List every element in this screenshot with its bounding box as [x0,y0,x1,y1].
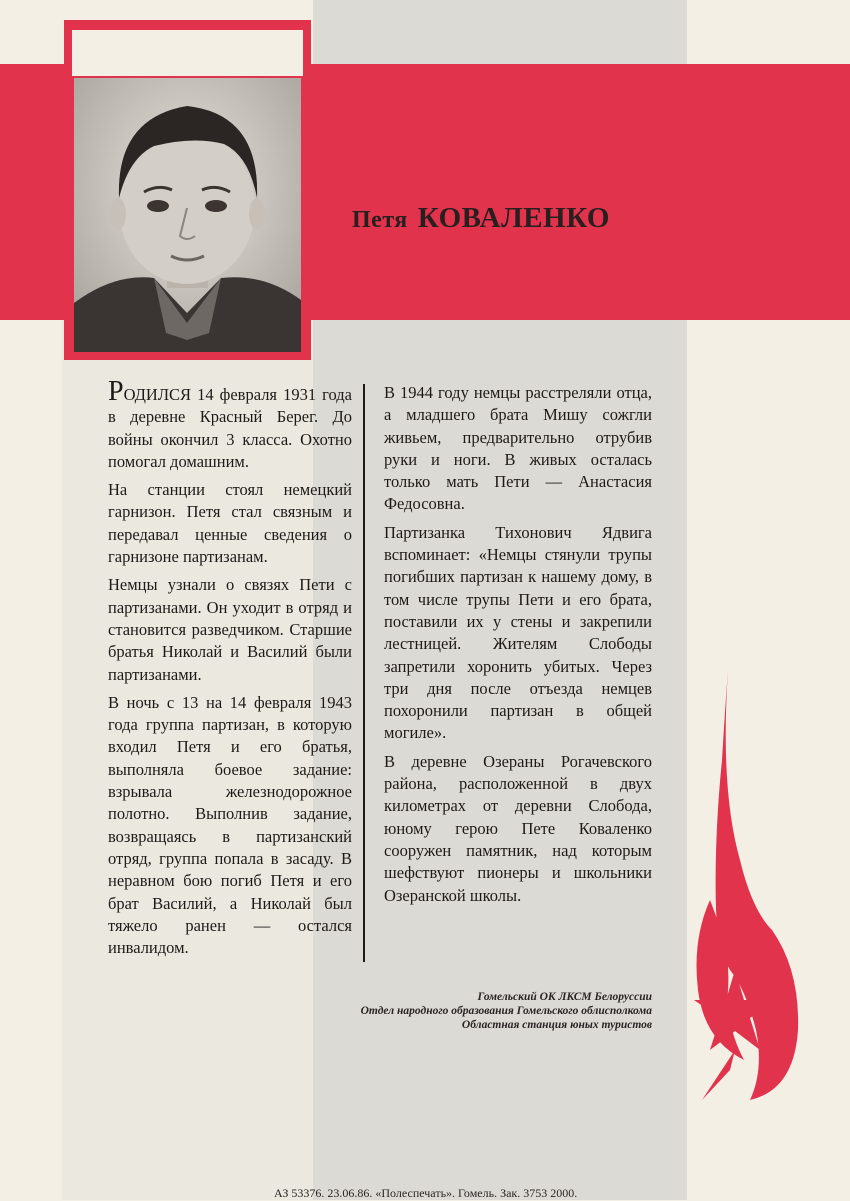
paragraph: В 1944 году немцы расстреляли отца, а младшего брата Мишу сожгли живьем, предварительно отрубив руки и ноги. В живых осталась только мать Пети — Анастасия Федосовна. [384,383,652,514]
portrait-illustration [74,78,301,352]
paragraph: В деревне Озераны Рогачевского района, расположенной в двух километрах от деревни Слобода, юному герою Пете Коваленко сооружен памятник, над которым шефствуют пионеры и школьники Озеранской школы. [384,751,652,905]
paragraph: Немцы узнали о связях Пети с партизанами. Он уходит в отряд и становится разведчиком. Старшие братья Николай и Василий были партизанами. [108,575,352,684]
paragraph: Партизанка Тихонович Ядвига вспоминает: «Немцы стянули трупы погибших партизан к нашему дому, в том числе трупы Пети и его брата, поставили их у стены и закрепили лестницей. Жителям Слободы запретили хоронить убитых. Через три дня после отъезда немцев похоронили партизан в общей могиле». [384,522,652,743]
paragraph-text: ОДИЛСЯ 14 февраля 1931 года в деревне Красный Берег. До войны окончил 3 класса. Охотно помогал домашним. [108,385,352,471]
publisher-credits [240,990,652,1032]
credit-line: Областная станция юных туристов [461,1019,652,1031]
credit-line: Отдел народного образования Гомельского облисполкома [360,1005,652,1017]
left-column [108,376,352,965]
photo-frame-strip [72,30,303,76]
eternal-flame-star-icon [690,670,810,1110]
dropcap: Р [108,376,124,407]
title-last-name: КОВАЛЕНКО [417,202,610,234]
photo-frame [64,20,311,360]
portrait-photo-icon [74,78,301,352]
title-first-name: Петя [352,207,408,233]
right-column [384,382,652,913]
paragraph: На станции стоял немецкий гарнизон. Петя стал связным и передавал ценные сведения о гарнизоне партизанам. [108,480,352,567]
imprint-line: АЗ 53376. 23.06.86. «Полеспечать». Гомель. Зак. 3753 2000. [274,1186,578,1200]
column-divider [363,384,365,962]
paragraph [108,376,352,473]
page-title [352,202,610,235]
credit-line: Гомельский ОК ЛКСМ Белоруссии [477,991,652,1003]
paragraph: В ночь с 13 на 14 февраля 1943 года группа партизан, в которую входил Петя и его братья, выполняла боевое задание: взрывала железнодорожное полотно. Выполнив задание, возвращаясь в партизанский отряд, группа попала в засаду. В неравном бою погиб Петя и его брат Василий, а Николай был тяжело ранен — остался инвалидом. [108,692,352,958]
